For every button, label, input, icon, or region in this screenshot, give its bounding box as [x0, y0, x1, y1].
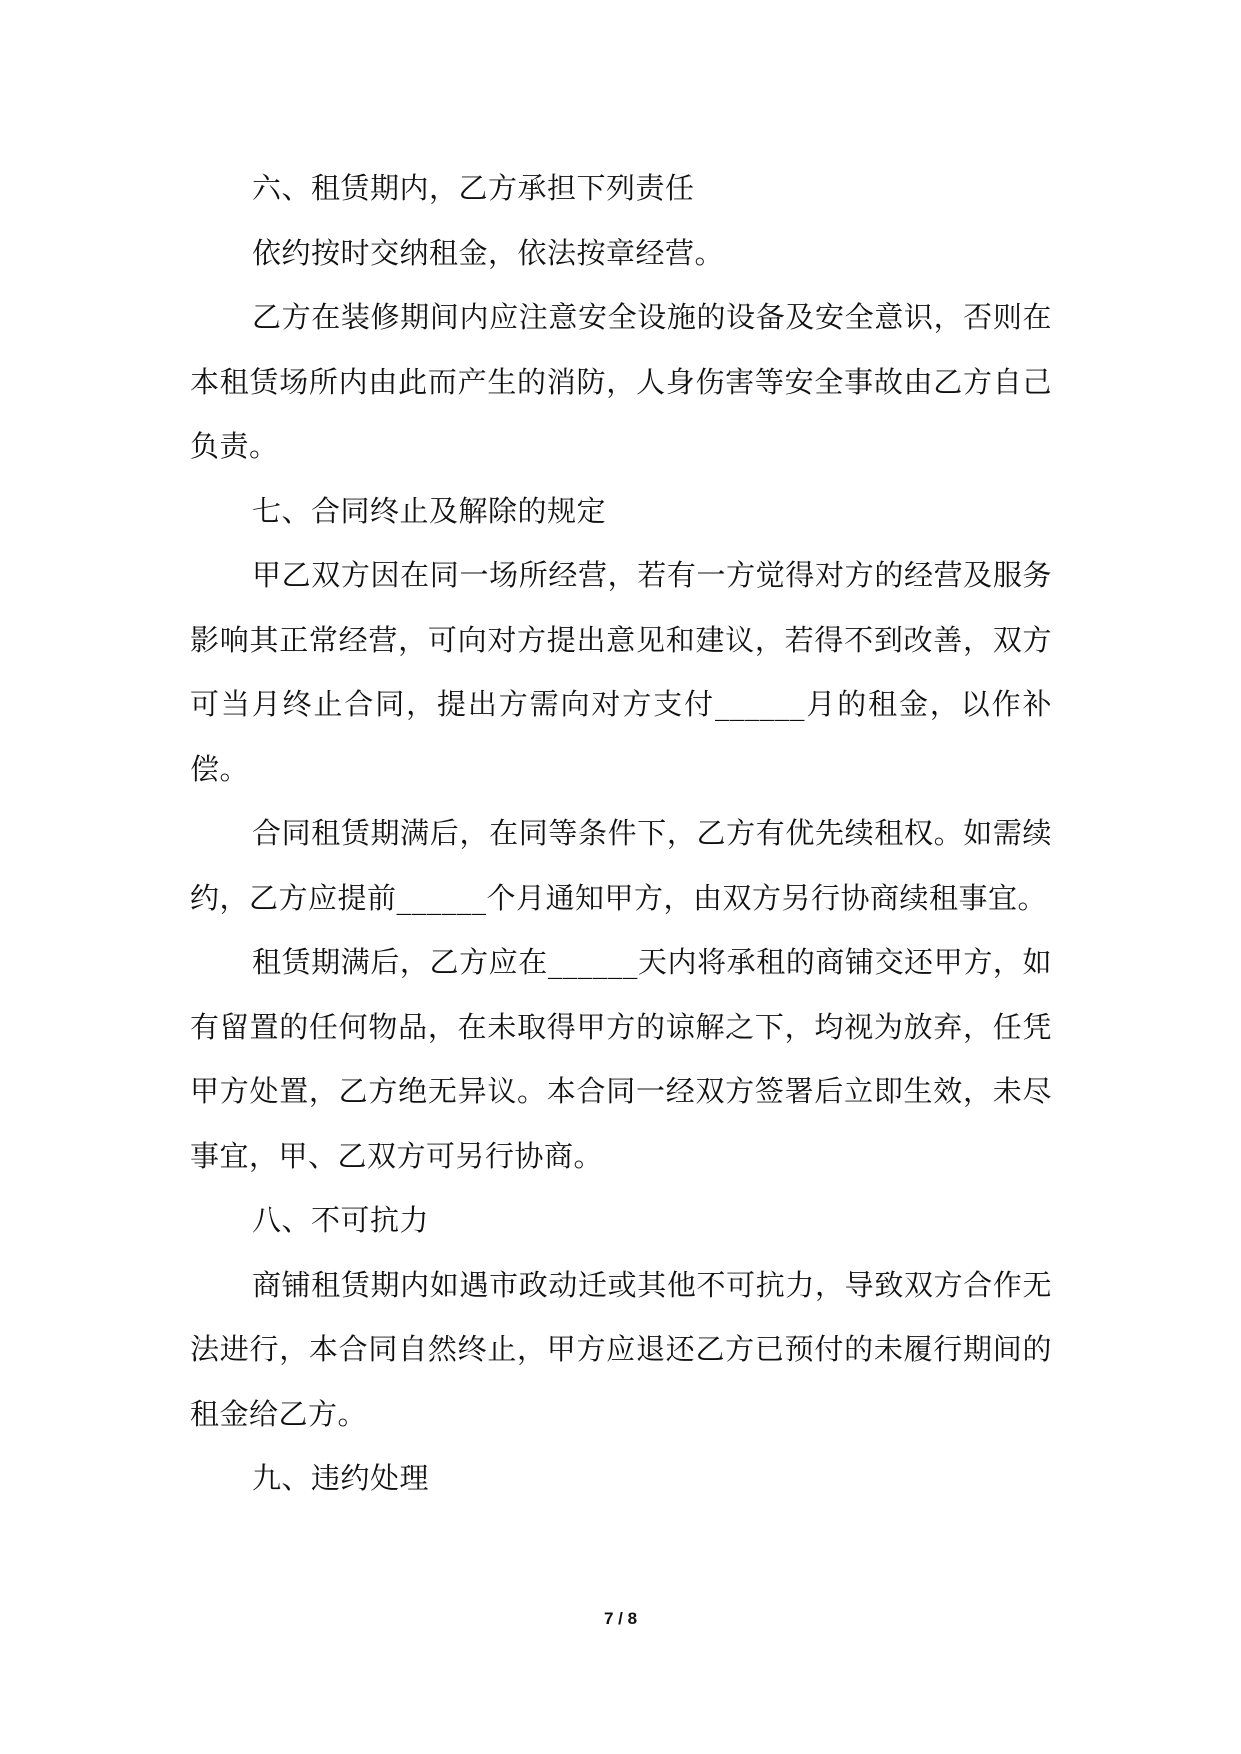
paragraph-renewal: 合同租赁期满后，在同等条件下，乙方有优先续租权。如需续约，乙方应提前______个月通知甲方，由双方另行协商续租事宜。: [190, 816, 1052, 915]
paragraph-termination: 甲乙双方因在同一场所经营，若有一方觉得对方的经营及服务影响其正常经营，可向对方提出意见和建议，若得不到改善，双方可当月终止合同，提出方需向对方支付______月的租金，以作补偿。: [190, 558, 1052, 786]
section-heading-six: 六、租赁期内，乙方承担下列责任: [252, 171, 695, 205]
section-heading-seven: 七、合同终止及解除的规定: [252, 493, 607, 528]
section-heading-eight: 八、不可抗力: [252, 1203, 430, 1237]
section-heading-nine: 九、违约处理: [252, 1461, 430, 1495]
paragraph-safety-responsibility: 乙方在装修期间内应注意安全设施的设备及安全意识，否则在本租赁场所内由此而产生的消防，人身伤害等安全事故由乙方自己负责。: [190, 300, 1052, 463]
paragraph-rent-payment: 依约按时交纳租金，依法按章经营。: [252, 235, 725, 270]
document-body: [190, 156, 1052, 1511]
paragraph-force-majeure: 商铺租赁期内如遇市政动迁或其他不可抗力，导致双方合作无法进行，本合同自然终止，甲方应退还乙方已预付的未履行期间的租金给乙方。: [190, 1267, 1052, 1431]
page-number: 7 / 8: [603, 1609, 638, 1628]
paragraph-return-premises: 租赁期满后，乙方应在______天内将承租的商铺交还甲方，如有留置的任何物品，在未取得甲方的谅解之下，均视为放弃，任凭甲方处置，乙方绝无异议。本合同一经双方签署后立即生效，未尽事宜，甲、乙双方可另行协商。: [190, 945, 1052, 1173]
